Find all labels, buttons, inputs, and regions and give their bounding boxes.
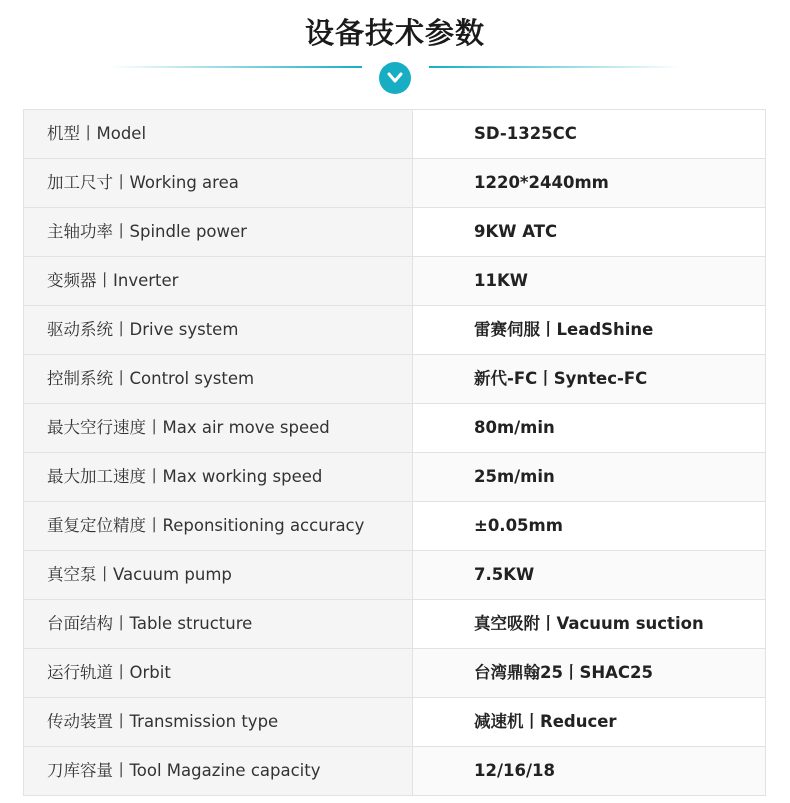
spec-row xyxy=(24,600,766,649)
spec-label: 控制系统丨Control system xyxy=(24,355,413,404)
spec-row xyxy=(24,110,766,159)
spec-row xyxy=(24,453,766,502)
spec-label: 传动装置丨Transmission type xyxy=(24,698,413,747)
spec-value: 减速机丨Reducer xyxy=(413,698,766,747)
spec-value: 9KW ATC xyxy=(413,208,766,257)
spec-label: 真空泵丨Vacuum pump xyxy=(24,551,413,600)
spec-value: SD-1325CC xyxy=(413,110,766,159)
spec-row xyxy=(24,159,766,208)
title-divider-left xyxy=(110,66,362,68)
spec-value: 台湾鼎翰25丨SHAC25 xyxy=(413,649,766,698)
spec-row xyxy=(24,404,766,453)
spec-label: 变频器丨Inverter xyxy=(24,257,413,306)
spec-value: 11KW xyxy=(413,257,766,306)
spec-row xyxy=(24,747,766,796)
spec-label: 最大空行速度丨Max air move speed xyxy=(24,404,413,453)
spec-label: 主轴功率丨Spindle power xyxy=(24,208,413,257)
spec-row xyxy=(24,208,766,257)
spec-label: 驱动系统丨Drive system xyxy=(24,306,413,355)
spec-row xyxy=(24,355,766,404)
spec-label: 重复定位精度丨Reponsitioning accuracy xyxy=(24,502,413,551)
spec-value: 25m/min xyxy=(413,453,766,502)
spec-value: 新代-FC丨Syntec-FC xyxy=(413,355,766,404)
spec-label: 运行轨道丨Orbit xyxy=(24,649,413,698)
spec-label: 加工尺寸丨Working area xyxy=(24,159,413,208)
spec-row xyxy=(24,649,766,698)
spec-value: 1220*2440mm xyxy=(413,159,766,208)
spec-row xyxy=(24,551,766,600)
spec-value: 雷赛伺服丨LeadShine xyxy=(413,306,766,355)
spec-value: ±0.05mm xyxy=(413,502,766,551)
spec-value: 7.5KW xyxy=(413,551,766,600)
title-divider-right xyxy=(429,66,681,68)
spec-row xyxy=(24,257,766,306)
spec-row xyxy=(24,306,766,355)
spec-label: 台面结构丨Table structure xyxy=(24,600,413,649)
page-title: 设备技术参数 xyxy=(304,16,485,50)
spec-value: 12/16/18 xyxy=(413,747,766,796)
spec-row xyxy=(24,698,766,747)
spec-row xyxy=(24,502,766,551)
spec-value: 真空吸附丨Vacuum suction xyxy=(413,600,766,649)
spec-table xyxy=(23,109,766,796)
spec-label: 机型丨Model xyxy=(24,110,413,159)
chevron-down-icon xyxy=(379,62,411,94)
spec-label: 刀库容量丨Tool Magazine capacity xyxy=(24,747,413,796)
spec-label: 最大加工速度丨Max working speed xyxy=(24,453,413,502)
spec-value: 80m/min xyxy=(413,404,766,453)
